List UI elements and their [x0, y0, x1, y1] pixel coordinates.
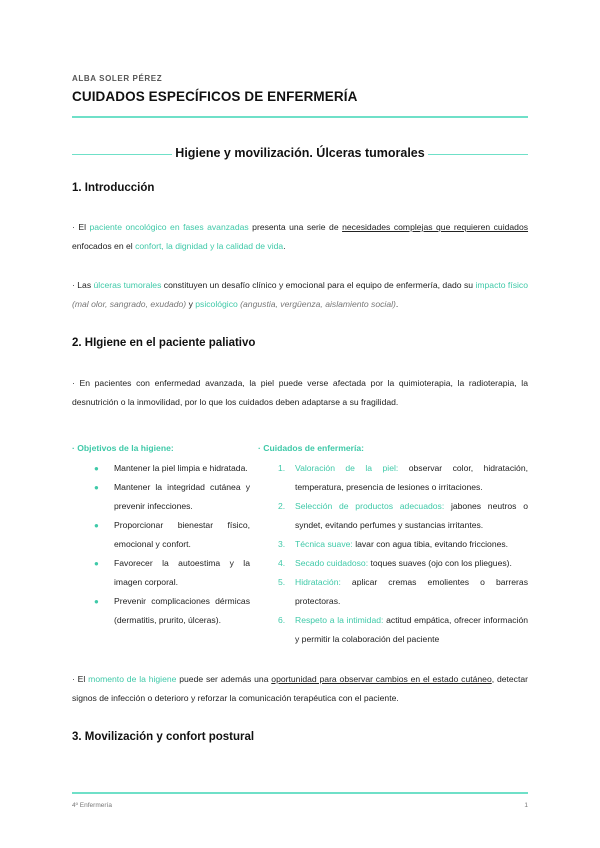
item-number: 4.	[278, 558, 286, 568]
highlight-text: psicológico	[195, 299, 238, 309]
author-name: ALBA SOLER PÉREZ	[72, 74, 163, 83]
item-number: 5.	[278, 577, 286, 587]
list-item: ● Proporcionar bienestar físico, emocional y confort.	[72, 516, 250, 554]
header-rule	[72, 116, 528, 118]
list-item: 6. Respeto a la intimidad: actitud empática, ofrecer información y permitir la colaboración del paciente	[258, 611, 528, 649]
heading-introduction: 1. Introducción	[72, 182, 155, 194]
list-item: 1. Valoración de la piel: observar color, hidratación, temperatura, presencia de lesiones o irritaciones.	[258, 459, 528, 497]
footer-rule	[72, 792, 528, 794]
intro-paragraph-1: · El paciente oncológico en fases avanzadas presenta una serie de necesidades complejas que requieren cuidados enfocados en el confort, la dignidad y la calidad de vida.	[72, 222, 529, 251]
footer-course: 4º Enfermería	[72, 802, 112, 809]
list-item: 5. Hidratación: aplicar cremas emolientes o barreras protectoras.	[258, 573, 528, 611]
title-left-line	[72, 154, 172, 155]
bullet-icon: ●	[94, 597, 99, 606]
care-title: · Cuidados de enfermería:	[258, 443, 365, 453]
care-column	[258, 439, 528, 649]
list-item: 3. Técnica suave: lavar con agua tibia, evitando fricciones.	[258, 535, 528, 554]
highlight-text: úlceras tumorales	[93, 280, 162, 290]
heading-mobilization: 3. Movilización y confort postural	[72, 731, 255, 743]
heading-hygiene: 2. HIgiene en el paciente paliativo	[72, 337, 256, 349]
page-number: 1	[524, 802, 528, 809]
list-item: ● Mantener la piel limpia e hidratada.	[72, 459, 250, 478]
list-item: 2. Selección de productos adecuados: jabones neutros o syndet, evitando perfumes y sustancias irritantes.	[258, 497, 528, 535]
list-item: ● Prevenir complicaciones dérmicas (dermatitis, prurito, úlceras).	[72, 592, 250, 630]
highlight-text: paciente oncológico en fases avanzadas	[89, 222, 249, 232]
objectives-title: · Objetivos de la higiene:	[72, 443, 174, 453]
intro-paragraph-2: · Las úlceras tumorales constituyen un desafío clínico y emocional para el equipo de enfermería, dado su impacto físico (mal olor, sangrado, exudado) y psicológico (angustia, vergüenza, aislamiento social).	[72, 280, 528, 309]
item-number: 6.	[278, 615, 286, 625]
highlight-text: momento de la higiene	[88, 674, 177, 684]
objectives-column	[72, 439, 250, 630]
bullet-icon: ●	[94, 559, 99, 568]
bullet-icon: ●	[94, 521, 99, 530]
hygiene-paragraph-1: · En pacientes con enfermedad avanzada, la piel puede verse afectada por la quimioterapia, la radioterapia, la desnutrición o la inmovilidad, por lo que los cuidados deben adaptarse a su fragilidad.	[72, 378, 528, 407]
item-number: 1.	[278, 463, 286, 473]
document-title: CUIDADOS ESPECÍFICOS DE ENFERMERÍA	[72, 89, 358, 104]
highlight-text: impacto físico	[475, 280, 528, 290]
section-title	[72, 146, 528, 160]
bullet-icon: ●	[94, 464, 99, 473]
section-title-text: Higiene y movilización. Úlceras tumorales	[175, 146, 425, 160]
item-number: 3.	[278, 539, 286, 549]
list-item: 4. Secado cuidadoso: toques suaves (ojo con los pliegues).	[258, 554, 528, 573]
underlined-text: oportunidad para observar cambios en el estado cutáneo	[271, 674, 492, 684]
list-item: ● Mantener la integridad cutánea y prevenir infecciones.	[72, 478, 250, 516]
title-right-line	[428, 154, 528, 155]
hygiene-paragraph-2: · El momento de la higiene puede ser además una oportunidad para observar cambios en el estado cutáneo, detectar signos de infección o deterioro y reforzar la comunicación terapéutica con el paciente.	[72, 674, 528, 703]
item-number: 2.	[278, 501, 286, 511]
bullet-icon: ●	[94, 483, 99, 492]
underlined-text: necesidades complejas que requieren cuidados	[342, 222, 529, 232]
list-item: ● Favorecer la autoestima y la imagen corporal.	[72, 554, 250, 592]
highlight-text: confort, la dignidad y la calidad de vida	[135, 241, 284, 251]
